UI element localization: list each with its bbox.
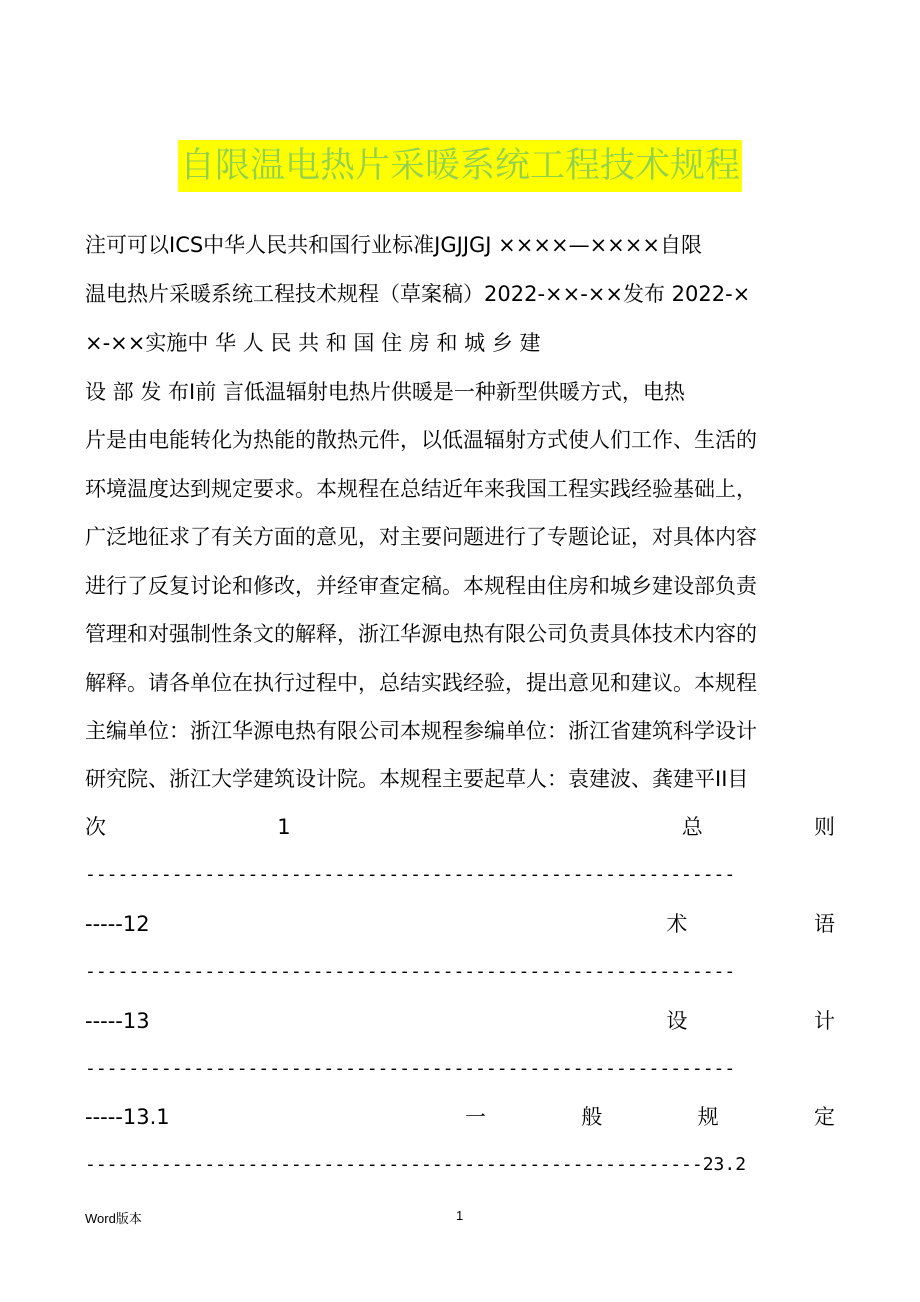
toc-cell: 定 <box>813 1105 835 1129</box>
toc-cell: -----13 <box>85 1009 150 1033</box>
toc-cell: 计 <box>814 1009 835 1033</box>
toc-cell: 1 <box>277 815 291 839</box>
toc-cell: 术 <box>666 912 688 936</box>
body-line: 进行了反复讨论和修改，并经审查定稿。本规程由住房和城乡建设部负责 <box>85 574 757 598</box>
toc-cell: 般 <box>581 1105 603 1129</box>
toc-dash-leader: ---------------------------------------------------------23.2 <box>85 1154 747 1175</box>
toc-dash-leader: ------------------------------------------------------------ <box>85 1058 736 1079</box>
toc-cell: 次 <box>85 815 106 839</box>
toc-cell: 总 <box>681 815 703 839</box>
toc-cell: 语 <box>814 912 835 936</box>
toc-cell: 规 <box>697 1105 719 1129</box>
body-line: 主编单位：浙江华源电热有限公司本规程参编单位：浙江省建筑科学设计 <box>85 719 757 743</box>
body-line: 广泛地征求了有关方面的意见，对主要问题进行了专题论证，对具体内容 <box>85 525 757 549</box>
toc-row <box>85 1093 835 1141</box>
page-number: 1 <box>456 1208 464 1223</box>
toc-dash-leader: ------------------------------------------------------------ <box>85 961 736 982</box>
toc-row <box>85 803 835 851</box>
footer-label: Word版本 <box>85 1211 142 1226</box>
body-line: 管理和对强制性条文的解释，浙江华源电热有限公司负责具体技术内容的 <box>85 622 757 646</box>
body-line: 片是由电能转化为热能的散热元件，以低温辐射方式使人们工作、生活的 <box>85 428 757 452</box>
body-line: 温电热片采暖系统工程技术规程（草案稿）2022-××-××发布 2022-× <box>85 282 751 306</box>
body-line: 设 部 发 布I前 言低温辐射电热片供暖是一种新型供暖方式，电热 <box>85 380 685 404</box>
toc-cell: -----12 <box>85 912 150 936</box>
body-line: 解释。请各单位在执行过程中，总结实践经验，提出意见和建议。本规程 <box>85 671 757 695</box>
body-line: 环境温度达到规定要求。本规程在总结近年来我国工程实践经验基础上， <box>85 477 757 501</box>
body-line: 注可可以ICS中华人民共和国行业标准JGJJGJ ××××—××××自限 <box>85 233 702 257</box>
toc-row <box>85 997 835 1045</box>
toc-row <box>85 900 835 948</box>
body-line: ×-××实施中 华 人 民 共 和 国 住 房 和 城 乡 建 <box>85 331 541 355</box>
toc-dash-leader: ------------------------------------------------------------ <box>85 864 736 885</box>
toc-cell: 设 <box>666 1009 688 1033</box>
document-title: 自限温电热片采暖系统工程技术规程 <box>178 140 742 192</box>
toc-cell: -----13.1 <box>85 1105 170 1129</box>
toc-cell: 一 <box>464 1105 486 1129</box>
document-title-wrap <box>0 140 920 192</box>
toc-cell: 则 <box>813 815 835 839</box>
body-line: 研究院、浙江大学建筑设计院。本规程主要起草人：袁建波、龚建平II目 <box>85 767 749 791</box>
